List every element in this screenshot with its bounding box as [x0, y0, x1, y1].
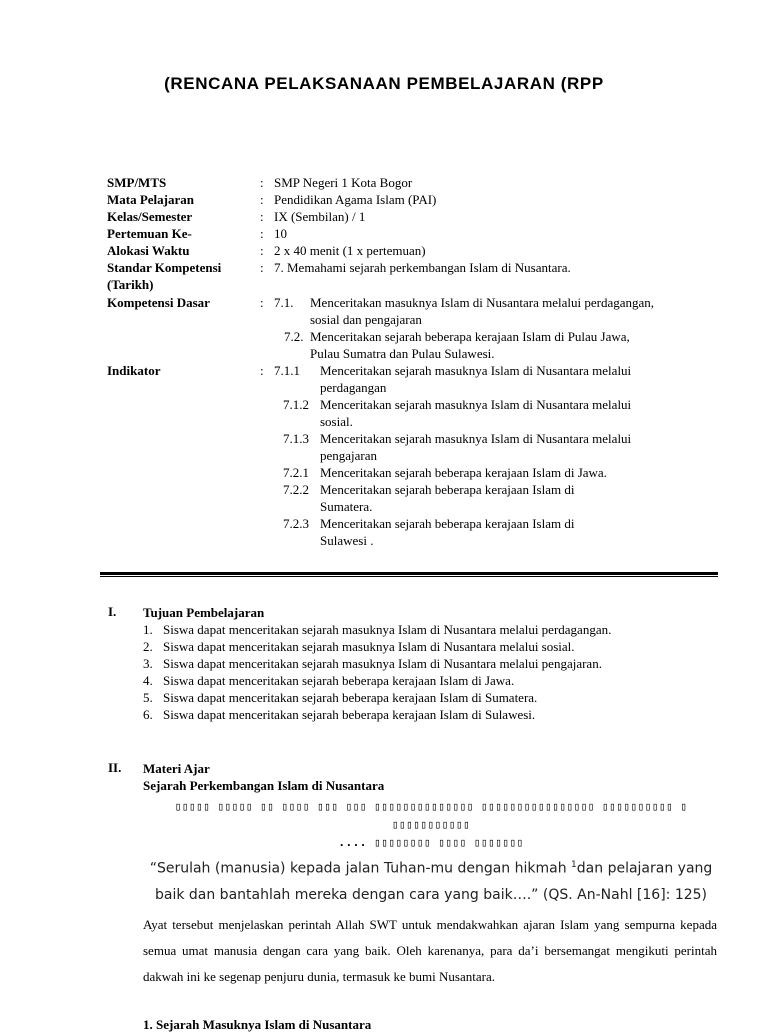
meta-value: 10 [274, 226, 287, 241]
meta-row-class [107, 208, 667, 225]
meta-row-subject [107, 191, 667, 208]
list-text: Siswa dapat menceritakan sejarah beberapa kerajaan Islam di Sulawesi. [163, 707, 536, 722]
section-subheading: Sejarah Perkembangan Islam di Nusantara [143, 778, 385, 793]
indicator-item [274, 362, 634, 396]
competence-number: 7.2. [284, 329, 304, 344]
separator-thin [100, 576, 718, 577]
quran-verse [142, 798, 720, 908]
meta-row-standard [107, 259, 667, 293]
indicator-number: 7.2.2 [283, 482, 309, 497]
competence-item [274, 294, 654, 328]
list-item [143, 655, 708, 672]
translation-text: dan pelajaran yang baik dan bantahlah mereka dengan cara yang baik….” (QS. An-Nahl [16]: 125) [154, 860, 713, 903]
section-number: II. [108, 760, 122, 775]
list-text: Siswa dapat menceritakan sejarah beberapa kerajaan Islam di Jawa. [163, 673, 515, 688]
cut-off-line: 1. Sejarah Masuknya Islam di Nusantara [143, 1017, 372, 1032]
meta-label: Pertemuan Ke- [107, 226, 192, 241]
list-item [143, 689, 708, 706]
indicator-number: 7.1.3 [283, 431, 309, 446]
meta-colon: : [260, 260, 264, 275]
section-number: I. [108, 604, 117, 619]
indicator-item [274, 481, 634, 515]
meta-colon: : [260, 295, 264, 310]
indicator-item [274, 515, 634, 549]
indicator-number: 7.2.1 [283, 465, 309, 480]
indicator-item [274, 396, 634, 430]
meta-row-basic-competence [107, 294, 667, 362]
list-item [143, 621, 708, 638]
meta-row-indicators [107, 362, 667, 549]
meta-colon: : [260, 209, 264, 224]
list-number: 3. [143, 656, 153, 671]
indicator-text: Menceritakan sejarah beberapa kerajaan Islam di Sulawesi . [320, 516, 575, 548]
objective-list [143, 621, 708, 723]
meta-value: 7. Memahami sejarah perkembangan Islam di Nusantara. [274, 260, 571, 275]
indicator-text: Menceritakan sejarah masuknya Islam di Nusantara melalui sosial. [320, 397, 632, 429]
list-text: Siswa dapat menceritakan sejarah masuknya Islam di Nusantara melalui sosial. [163, 639, 575, 654]
meta-colon: : [260, 226, 264, 241]
meta-label: Standar Kompetensi (Tarikh) [107, 260, 222, 292]
list-number: 6. [143, 707, 153, 722]
meta-label: Mata Pelajaran [107, 192, 195, 207]
section-material [108, 760, 718, 794]
indicator-item [274, 430, 634, 464]
indicator-list [274, 362, 634, 549]
rpp-identity-block [107, 174, 667, 549]
meta-colon: : [260, 243, 264, 258]
arabic-verse-line: ▯▯▯▯▯ ▯▯▯▯▯ ▯▯ ▯▯▯▯ ▯▯▯ ▯▯▯ ▯▯▯▯▯▯▯▯▯▯▯▯▯▯ ▯▯▯▯▯▯▯▯▯▯▯▯▯▯▯▯ ▯▯▯▯▯▯▯▯▯▯ ▯ ▯▯▯▯▯▯▯▯▯▯▯ [174, 800, 688, 831]
competence-text: Menceritakan sejarah beberapa kerajaan Islam di Pulau Jawa, Pulau Sumatra dan Pulau Sulawesi. [310, 329, 630, 361]
document-title: (RENCANA PELAKSANAAN PEMBELAJARAN (RPP [164, 74, 604, 93]
meta-label: Kelas/Semester [107, 209, 193, 224]
meta-label: Indikator [107, 363, 161, 378]
list-number: 2. [143, 639, 153, 654]
competence-item [274, 328, 654, 362]
arabic-verse-line: .... ▯▯▯▯▯▯▯▯ ▯▯▯▯ ▯▯▯▯▯▯▯ [338, 836, 524, 849]
meta-value: Pendidikan Agama Islam (PAI) [274, 192, 437, 207]
meta-label: Alokasi Waktu [107, 243, 190, 258]
meta-row-school [107, 174, 667, 191]
section-body [143, 604, 708, 723]
meta-row-time [107, 242, 667, 259]
indicator-text: Menceritakan sejarah masuknya Islam di Nusantara melalui perdagangan [320, 363, 632, 395]
separator-thick [100, 572, 718, 575]
list-number: 5. [143, 690, 153, 705]
list-item [143, 638, 708, 655]
list-text: Siswa dapat menceritakan sejarah beberapa kerajaan Islam di Sumatera. [163, 690, 538, 705]
meta-value: IX (Sembilan) / 1 [274, 209, 366, 224]
section-heading: Materi Ajar [143, 761, 210, 776]
list-text: Siswa dapat menceritakan sejarah masuknya Islam di Nusantara melalui perdagangan. [163, 622, 612, 637]
indicator-text: Menceritakan sejarah masuknya Islam di Nusantara melalui pengajaran [320, 431, 632, 463]
meta-value: SMP Negeri 1 Kota Bogor [274, 175, 413, 190]
section-objectives [108, 604, 708, 723]
body-paragraph: Ayat tersebut menjelaskan perintah Allah SWT untuk mendakwahkan ajaran Islam yang sempurna kepada semua umat manusia dengan cara yang baik. Oleh karenanya, para da’i bersemangat mengikuti perintah dakwah ini ke segenap penjuru dunia, termasuk ke bumi Nusantara. [143, 917, 717, 984]
competence-text: Menceritakan masuknya Islam di Nusantara melalui perdagangan, sosial dan pengajaran [310, 295, 655, 327]
section-heading: Tujuan Pembelajaran [143, 605, 265, 620]
meta-colon: : [260, 192, 264, 207]
indicator-text: Menceritakan sejarah beberapa kerajaan Islam di Sumatera. [320, 482, 575, 514]
indicator-number: 7.1.1 [274, 363, 300, 378]
meta-colon: : [260, 363, 264, 378]
competence-number: 7.1. [274, 295, 294, 310]
translation-text: “Serulah (manusia) kepada jalan Tuhan-mu dengan hikmah [149, 860, 572, 877]
meta-row-meeting [107, 225, 667, 242]
list-item [143, 672, 708, 689]
list-number: 1. [143, 622, 153, 637]
meta-colon: : [260, 175, 264, 190]
list-item [143, 706, 708, 723]
meta-label: Kompetensi Dasar [107, 295, 210, 310]
section-body [143, 760, 718, 794]
meta-label: SMP/MTS [107, 175, 167, 190]
indicator-text: Menceritakan sejarah beberapa kerajaan Islam di Jawa. [320, 465, 607, 480]
meta-value: 2 x 40 menit (1 x pertemuan) [274, 243, 426, 258]
indicator-number: 7.1.2 [283, 397, 309, 412]
verse-translation [142, 852, 720, 908]
competence-list [274, 294, 654, 362]
list-number: 4. [143, 673, 153, 688]
indicator-number: 7.2.3 [283, 516, 309, 531]
footnote-marker: 1 [571, 860, 577, 870]
list-text: Siswa dapat menceritakan sejarah masuknya Islam di Nusantara melalui pengajaran. [163, 656, 602, 671]
indicator-item [274, 464, 634, 481]
